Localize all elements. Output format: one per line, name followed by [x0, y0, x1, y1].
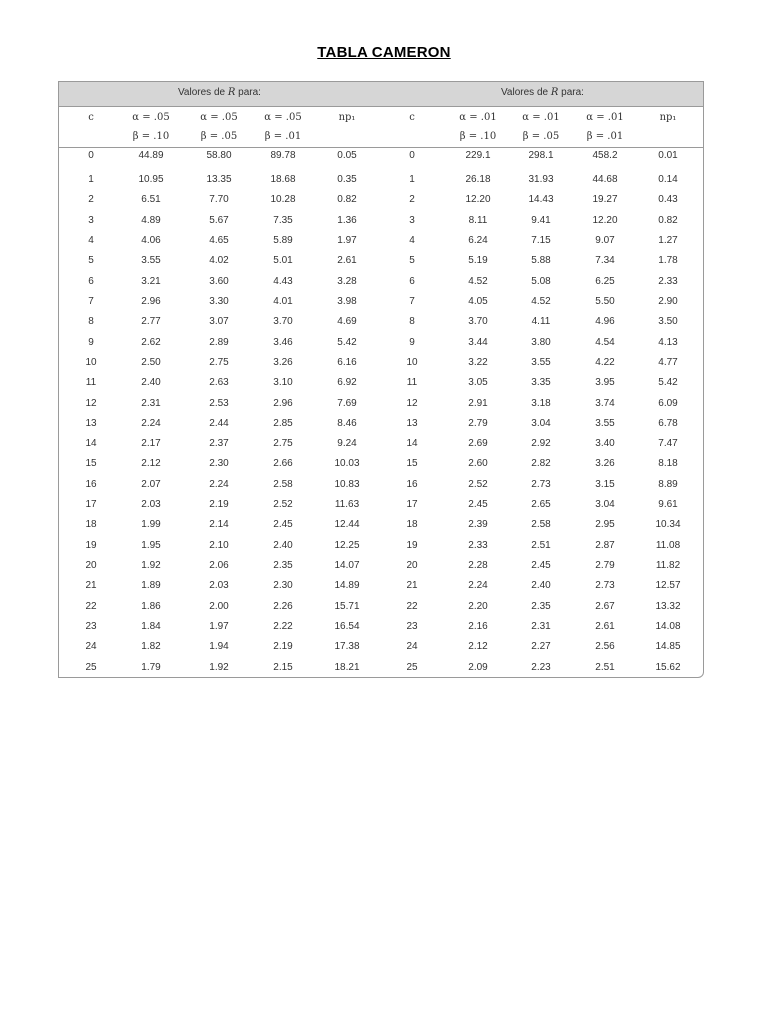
table-cell: 1.79	[141, 661, 161, 673]
table-cell: 4.52	[468, 275, 488, 287]
table-cell: 2.65	[531, 499, 551, 511]
column-header-6-line2: β = .10	[459, 131, 497, 142]
header-divider	[59, 147, 703, 148]
table-cell: 2.07	[141, 478, 161, 490]
table-cell: 6.51	[141, 194, 161, 206]
table-cell: 14.85	[655, 641, 681, 653]
table-cell: 1.97	[209, 621, 229, 633]
table-cell: 2.37	[209, 438, 229, 450]
table-cell: 2.51	[531, 539, 551, 551]
table-cell: 2.50	[141, 356, 161, 368]
table-cell: 1.27	[658, 234, 678, 246]
table-cell: 13	[85, 417, 97, 429]
table-cell: 2.45	[468, 499, 488, 511]
table-cell: 24	[85, 641, 97, 653]
table-cell: 2.45	[273, 519, 293, 531]
table-cell: 2.12	[141, 458, 161, 470]
table-cell: 2.66	[273, 458, 293, 470]
group-label-right-suffix: para:	[558, 87, 584, 98]
column-header-3-line1: α = .05	[264, 112, 302, 123]
table-cell: 11	[406, 377, 418, 389]
group-label-right-prefix: Valores de	[501, 87, 551, 98]
table-cell: 2.75	[273, 438, 293, 450]
table-cell: 2.24	[468, 580, 488, 592]
table-cell: 3	[409, 214, 415, 226]
table-cell: 3.55	[595, 417, 615, 429]
table-cell: 3.70	[468, 316, 488, 328]
table-cell: 3.21	[141, 275, 161, 287]
table-cell: 2.23	[531, 661, 551, 673]
table-cell: 1.84	[141, 621, 161, 633]
table-cell: 2.52	[273, 499, 293, 511]
table-cell: 12.20	[592, 214, 618, 226]
table-cell: 2.62	[141, 336, 161, 348]
table-cell: 2.52	[468, 478, 488, 490]
table-cell: 9.24	[337, 438, 357, 450]
table-cell: 2.91	[468, 397, 488, 409]
table-cell: 7.34	[595, 255, 615, 267]
table-cell: 3.98	[337, 295, 357, 307]
table-cell: 0	[409, 150, 415, 161]
table-cell: 0.82	[658, 214, 678, 226]
column-header-0-line1: c	[88, 112, 94, 123]
table-cell: 2.58	[531, 519, 551, 531]
table-cell: 3.28	[337, 275, 357, 287]
table-cell: 1.92	[141, 560, 161, 572]
table-cell: 2.90	[658, 295, 678, 307]
table-cell: 2.75	[209, 356, 229, 368]
table-cell: 1.92	[209, 661, 229, 673]
table-cell: 12	[406, 397, 418, 409]
column-header-6-line1: α = .01	[459, 112, 497, 123]
table-cell: 3.70	[273, 316, 293, 328]
table-cell: 458.2	[592, 150, 618, 161]
table-cell: 3.04	[595, 499, 615, 511]
table-cell: 2.33	[468, 539, 488, 551]
table-cell: 16	[85, 478, 97, 490]
group-label-left	[178, 87, 261, 98]
table-cell: 10.34	[655, 519, 681, 531]
table-cell: 89.78	[270, 150, 296, 161]
table-cell: 4.65	[209, 234, 229, 246]
table-cell: 20	[85, 560, 97, 572]
table-cell: 2.67	[595, 600, 615, 612]
table-cell: 3.80	[531, 336, 551, 348]
table-cell: 6.16	[337, 356, 357, 368]
table-cell: 6.25	[595, 275, 615, 287]
table-cell: 31.93	[528, 174, 554, 185]
group-label-right	[501, 87, 584, 98]
table-cell: 2.33	[658, 275, 678, 287]
table-cell: 12.20	[465, 194, 491, 206]
table-cell: 5.19	[468, 255, 488, 267]
table-cell: 14	[406, 438, 418, 450]
table-cell: 8.46	[337, 417, 357, 429]
table-cell: 2.19	[209, 499, 229, 511]
table-cell: 26.18	[465, 174, 491, 185]
table-cell: 23	[85, 621, 97, 633]
table-cell: 2.69	[468, 438, 488, 450]
table-cell: 3.26	[273, 356, 293, 368]
table-cell: 13	[406, 417, 418, 429]
table-cell: 14	[85, 438, 97, 450]
group-label-left-var: R	[227, 87, 236, 98]
table-cell: 3.40	[595, 438, 615, 450]
table-cell: 1.99	[141, 519, 161, 531]
table-cell: 2.39	[468, 519, 488, 531]
table-cell: 15.71	[334, 600, 360, 612]
table-cell: 2.61	[595, 621, 615, 633]
table-cell: 16.54	[334, 621, 360, 633]
table-cell: 4.96	[595, 316, 615, 328]
table-cell: 8	[409, 316, 415, 328]
table-cell: 9	[409, 336, 415, 348]
table-cell: 9.61	[658, 499, 678, 511]
table-cell: 2.31	[531, 621, 551, 633]
table-cell: 24	[406, 641, 418, 653]
table-cell: 1.82	[141, 641, 161, 653]
table-cell: 10.95	[138, 174, 164, 185]
table-cell: 3.46	[273, 336, 293, 348]
table-cell: 11.63	[334, 499, 360, 511]
table-cell: 4.13	[658, 336, 678, 348]
table-cell: 8	[88, 316, 94, 328]
table-cell: 4.01	[273, 295, 293, 307]
table-cell: 2.20	[468, 600, 488, 612]
table-cell: 15	[85, 458, 97, 470]
table-cell: 10.83	[334, 478, 360, 490]
table-cell: 22	[85, 600, 97, 612]
table-cell: 17	[85, 499, 97, 511]
table-cell: 6	[409, 275, 415, 287]
table-cell: 8.18	[658, 458, 678, 470]
table-cell: 2.24	[209, 478, 229, 490]
table-cell: 17.38	[334, 641, 360, 653]
table-cell: 2.63	[209, 377, 229, 389]
table-cell: 18.68	[270, 174, 296, 185]
column-header-7-line2: β = .05	[522, 131, 560, 142]
table-cell: 2.10	[209, 539, 229, 551]
table-cell: 7.70	[209, 194, 229, 206]
table-cell: 13.35	[206, 174, 232, 185]
table-cell: 3.22	[468, 356, 488, 368]
table-cell: 15.62	[655, 661, 681, 673]
table-cell: 12.57	[655, 580, 681, 592]
table-cell: 2.44	[209, 417, 229, 429]
table-cell: 11.08	[655, 539, 681, 551]
table-cell: 2.73	[595, 580, 615, 592]
table-cell: 14.08	[655, 621, 681, 633]
table-cell: 5	[409, 255, 415, 267]
group-header-bar	[59, 82, 703, 107]
table-cell: 10.03	[334, 458, 360, 470]
table-cell: 2.61	[337, 255, 357, 267]
table-cell: 7.35	[273, 214, 293, 226]
table-cell: 2.26	[273, 600, 293, 612]
table-cell: 2.40	[531, 580, 551, 592]
table-cell: 5.01	[273, 255, 293, 267]
table-cell: 4.05	[468, 295, 488, 307]
table-cell: 3.74	[595, 397, 615, 409]
table-cell: 1.89	[141, 580, 161, 592]
table-cell: 2	[88, 194, 94, 206]
table-cell: 15	[406, 458, 418, 470]
column-header-5-line1: c	[409, 112, 415, 123]
table-cell: 7.15	[531, 234, 551, 246]
table-cell: 44.89	[138, 150, 164, 161]
table-cell: 25	[85, 661, 97, 673]
group-label-left-suffix: para:	[235, 87, 261, 98]
table-cell: 2.73	[531, 478, 551, 490]
table-cell: 2.35	[273, 560, 293, 572]
table-cell: 6	[88, 275, 94, 287]
table-cell: 0.14	[658, 174, 678, 185]
table-cell: 6.92	[337, 377, 357, 389]
table-cell: 1.36	[337, 214, 357, 226]
table-cell: 10.28	[270, 194, 296, 206]
table-cell: 2.12	[468, 641, 488, 653]
table-cell: 3.26	[595, 458, 615, 470]
table-cell: 23	[406, 621, 418, 633]
table-cell: 58.80	[206, 150, 232, 161]
table-cell: 13.32	[655, 600, 681, 612]
table-cell: 17	[406, 499, 418, 511]
table-cell: 1.94	[209, 641, 229, 653]
table-cell: 8.11	[468, 214, 488, 226]
table-cell: 2.77	[141, 316, 161, 328]
table-cell: 2.96	[141, 295, 161, 307]
table-cell: 1.97	[337, 234, 357, 246]
table-cell: 2.28	[468, 560, 488, 572]
table-cell: 2.56	[595, 641, 615, 653]
table-cell: 2	[409, 194, 415, 206]
table-cell: 7	[88, 295, 94, 307]
table-cell: 4.06	[141, 234, 161, 246]
table-cell: 6.09	[658, 397, 678, 409]
table-cell: 298.1	[528, 150, 554, 161]
table-cell: 3.05	[468, 377, 488, 389]
table-cell: 2.00	[209, 600, 229, 612]
table-cell: 4.43	[273, 275, 293, 287]
table-cell: 3.55	[531, 356, 551, 368]
table-cell: 2.60	[468, 458, 488, 470]
table-cell: 2.22	[273, 621, 293, 633]
table-cell: 5.50	[595, 295, 615, 307]
cameron-table	[58, 81, 704, 678]
table-cell: 5.88	[531, 255, 551, 267]
table-cell: 2.45	[531, 560, 551, 572]
table-cell: 2.14	[209, 519, 229, 531]
table-cell: 19	[406, 539, 418, 551]
table-cell: 4	[409, 234, 415, 246]
table-cell: 2.31	[141, 397, 161, 409]
table-cell: 5.42	[658, 377, 678, 389]
table-cell: 4.22	[595, 356, 615, 368]
table-cell: 3.60	[209, 275, 229, 287]
table-cell: 2.03	[209, 580, 229, 592]
table-cell: 10	[406, 356, 418, 368]
table-cell: 3.55	[141, 255, 161, 267]
table-cell: 1	[88, 174, 94, 185]
table-cell: 1.86	[141, 600, 161, 612]
table-cell: 3.44	[468, 336, 488, 348]
table-cell: 2.24	[141, 417, 161, 429]
table-cell: 4.77	[658, 356, 678, 368]
table-cell: 12.44	[334, 519, 360, 531]
column-header-4-line1: np₁	[338, 112, 356, 123]
table-cell: 2.30	[209, 458, 229, 470]
table-cell: 4.11	[531, 316, 551, 328]
table-cell: 2.87	[595, 539, 615, 551]
table-cell: 9.07	[595, 234, 615, 246]
table-cell: 44.68	[592, 174, 618, 185]
table-cell: 4	[88, 234, 94, 246]
table-cell: 14.43	[528, 194, 554, 206]
table-cell: 12	[85, 397, 97, 409]
table-cell: 2.95	[595, 519, 615, 531]
table-cell: 0.35	[337, 174, 357, 185]
table-cell: 20	[406, 560, 418, 572]
table-cell: 229.1	[465, 150, 491, 161]
table-cell: 0.05	[337, 150, 357, 161]
table-cell: 2.53	[209, 397, 229, 409]
column-header-1-line1: α = .05	[132, 112, 170, 123]
column-header-2-line2: β = .05	[200, 131, 238, 142]
table-cell: 21	[406, 580, 418, 592]
table-cell: 18	[85, 519, 97, 531]
table-cell: 5.67	[209, 214, 229, 226]
column-header-9-line1: np₁	[659, 112, 677, 123]
table-cell: 3.30	[209, 295, 229, 307]
table-cell: 2.40	[141, 377, 161, 389]
table-cell: 11	[85, 377, 97, 389]
table-cell: 2.96	[273, 397, 293, 409]
table-cell: 3.50	[658, 316, 678, 328]
group-label-right-var: R	[550, 87, 559, 98]
table-cell: 14.07	[334, 560, 360, 572]
table-cell: 6.78	[658, 417, 678, 429]
table-cell: 2.09	[468, 661, 488, 673]
table-cell: 18.21	[334, 661, 360, 673]
table-cell: 2.85	[273, 417, 293, 429]
table-cell: 3.15	[595, 478, 615, 490]
table-cell: 4.69	[337, 316, 357, 328]
table-cell: 3.18	[531, 397, 551, 409]
column-header-2-line1: α = .05	[200, 112, 238, 123]
table-cell: 3.07	[209, 316, 229, 328]
table-cell: 2.79	[468, 417, 488, 429]
table-cell: 2.30	[273, 580, 293, 592]
table-cell: 1	[409, 174, 415, 185]
page-title: TABLA CAMERON	[317, 44, 451, 61]
table-cell: 2.35	[531, 600, 551, 612]
table-cell: 1.78	[658, 255, 678, 267]
table-cell: 2.03	[141, 499, 161, 511]
table-cell: 2.06	[209, 560, 229, 572]
table-cell: 6.24	[468, 234, 488, 246]
table-cell: 2.17	[141, 438, 161, 450]
table-cell: 5.08	[531, 275, 551, 287]
table-cell: 18	[406, 519, 418, 531]
table-cell: 9	[88, 336, 94, 348]
table-cell: 25	[406, 661, 418, 673]
table-cell: 9.41	[531, 214, 551, 226]
table-cell: 7.69	[337, 397, 357, 409]
table-cell: 3.04	[531, 417, 551, 429]
table-cell: 2.19	[273, 641, 293, 653]
table-cell: 0	[88, 150, 94, 161]
table-cell: 0.01	[658, 150, 678, 161]
column-header-8-line1: α = .01	[586, 112, 624, 123]
table-cell: 19.27	[592, 194, 618, 206]
column-header-3-line2: β = .01	[264, 131, 302, 142]
table-cell: 3.10	[273, 377, 293, 389]
group-label-left-prefix: Valores de	[178, 87, 228, 98]
table-cell: 2.79	[595, 560, 615, 572]
table-cell: 4.52	[531, 295, 551, 307]
table-cell: 1.95	[141, 539, 161, 551]
table-cell: 4.89	[141, 214, 161, 226]
table-cell: 7.47	[658, 438, 678, 450]
table-cell: 2.40	[273, 539, 293, 551]
table-cell: 0.43	[658, 194, 678, 206]
table-cell: 2.27	[531, 641, 551, 653]
table-cell: 0.82	[337, 194, 357, 206]
table-cell: 2.15	[273, 661, 293, 673]
table-cell: 5.89	[273, 234, 293, 246]
table-cell: 10	[85, 356, 97, 368]
column-header-1-line2: β = .10	[132, 131, 170, 142]
table-cell: 2.51	[595, 661, 615, 673]
table-cell: 3.95	[595, 377, 615, 389]
table-cell: 5.42	[337, 336, 357, 348]
column-header-7-line1: α = .01	[522, 112, 560, 123]
table-cell: 19	[85, 539, 97, 551]
table-cell: 4.54	[595, 336, 615, 348]
table-cell: 2.92	[531, 438, 551, 450]
table-cell: 14.89	[334, 580, 360, 592]
table-cell: 2.89	[209, 336, 229, 348]
table-cell: 12.25	[334, 539, 360, 551]
table-cell: 4.02	[209, 255, 229, 267]
table-cell: 2.82	[531, 458, 551, 470]
table-cell: 2.58	[273, 478, 293, 490]
table-cell: 7	[409, 295, 415, 307]
table-cell: 22	[406, 600, 418, 612]
table-cell: 3.35	[531, 377, 551, 389]
table-cell: 8.89	[658, 478, 678, 490]
table-cell: 16	[406, 478, 418, 490]
column-header-8-line2: β = .01	[586, 131, 624, 142]
table-cell: 5	[88, 255, 94, 267]
table-cell: 11.82	[655, 560, 681, 572]
table-cell: 21	[85, 580, 97, 592]
table-cell: 3	[88, 214, 94, 226]
table-cell: 2.16	[468, 621, 488, 633]
